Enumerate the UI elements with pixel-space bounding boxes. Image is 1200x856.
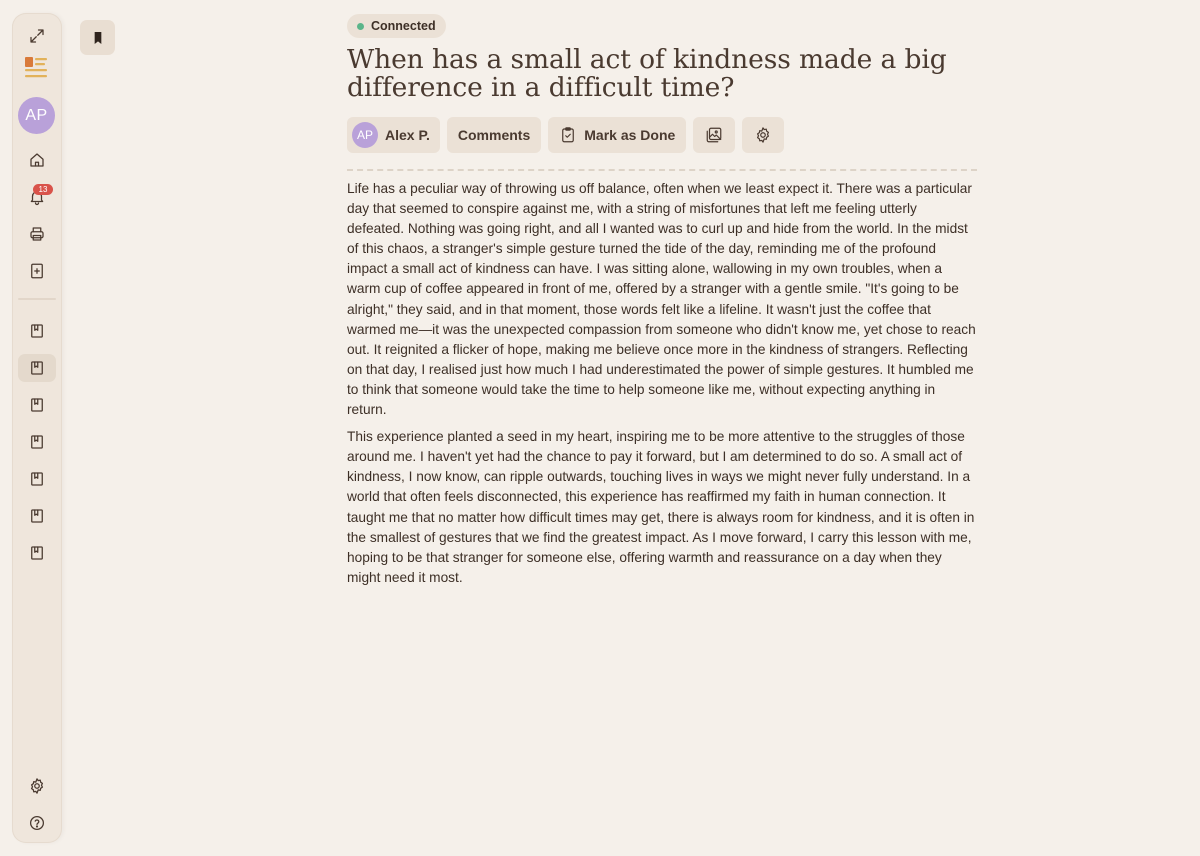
notebook-item-2[interactable] — [18, 354, 56, 382]
notebook-icon — [28, 470, 46, 488]
connection-status-badge — [347, 14, 446, 38]
main-content — [347, 14, 977, 595]
notebook-icon — [28, 433, 46, 451]
avatar[interactable]: AP — [18, 97, 55, 134]
paragraph: Life has a peculiar way of throwing us off balance, often when we least expect it. There was a particular day that seemed to conspire against me, with a string of misfortunes that left me feeling utterly defeated. Nothing was going right, and all I wanted was to curl up and hide from the world. In the midst of this chaos, a stranger's simple gesture turned the tide of the day, reminding me of the profound impact a small act of kindness can have. I was sitting alone, wallowing in my own troubles, when a warm cup of coffee appeared in front of me, offered by a stranger with a gentle smile. "It's going to be alright," they said, and in that moment, those words felt like a lifeline. It wasn't just the coffee that warmed me—it was the unexpected compassion from someone who didn't know me, yet chose to reach out. It reignited a flicker of hope, making me believe once more in the kindness of strangers. Reflecting on that day, I realised just how much I had underestimated the power of simple gestures. It humbled me to think that someone would take the time to help someone like me, without expecting anything in return. — [347, 181, 976, 418]
status-dot-icon — [357, 23, 364, 30]
notebook-item-6[interactable] — [18, 502, 56, 530]
notebook-icon — [28, 322, 46, 340]
sidebar — [12, 13, 62, 843]
author-button[interactable] — [347, 117, 440, 153]
notification-badge: 13 — [33, 184, 53, 195]
help-icon — [28, 814, 46, 832]
gear-icon — [754, 126, 772, 144]
author-name: Alex P. — [385, 127, 430, 143]
image-gallery-icon — [705, 126, 723, 144]
notebook-icon — [28, 396, 46, 414]
notebook-icon — [28, 507, 46, 525]
home-icon — [28, 151, 46, 169]
image-gallery-button[interactable] — [693, 117, 735, 153]
author-avatar: AP — [352, 122, 378, 148]
notebook-icon — [28, 544, 46, 562]
add-book-icon — [28, 262, 46, 280]
printer-icon — [28, 225, 46, 243]
notebook-item-4[interactable] — [18, 428, 56, 456]
notebook-icon — [28, 359, 46, 377]
connection-status-label: Connected — [371, 19, 436, 33]
divider — [347, 169, 977, 171]
comments-label: Comments — [457, 127, 531, 143]
print-button[interactable] — [18, 220, 56, 248]
home-button[interactable] — [18, 146, 56, 174]
notebook-item-3[interactable] — [18, 391, 56, 419]
gear-icon — [28, 777, 46, 795]
article-body[interactable] — [347, 179, 977, 588]
mark-as-done-button[interactable] — [548, 117, 686, 153]
add-book-button[interactable] — [18, 257, 56, 285]
sidebar-divider — [18, 298, 56, 300]
notebook-item-1[interactable] — [18, 317, 56, 345]
settings-button[interactable] — [18, 772, 56, 800]
page-title: When has a small act of kindness made a big difference in a difficult time? — [347, 44, 947, 103]
notebook-item-5[interactable] — [18, 465, 56, 493]
help-button[interactable] — [18, 809, 56, 837]
clipboard-check-icon — [559, 126, 577, 144]
expand-icon — [28, 27, 46, 45]
mark-as-done-label: Mark as Done — [584, 127, 676, 143]
notebook-item-7[interactable] — [18, 539, 56, 567]
toolbar — [347, 117, 977, 153]
logo-icon[interactable] — [24, 56, 50, 80]
paragraph: This experience planted a seed in my heart, inspiring me to be more attentive to the struggles of those around me. I haven't yet had the chance to pay it forward, but I am determined to do so. A small act of kindness, I now know, can ripple outwards, touching lives in ways we might never fully understand. In a world that often feels disconnected, this experience has reaffirmed my faith in human connection. It taught me that no matter how difficult times may get, there is always room for kindness, and it is often in the smallest of gestures that we find the greatest impact. As I move forward, I carry this lesson with me, hoping to be that stranger for someone else, offering warmth and reassurance on a day when they might need it most. — [347, 429, 975, 585]
settings-toolbar-button[interactable] — [742, 117, 784, 153]
bookmark-button[interactable] — [80, 20, 115, 55]
expand-button[interactable] — [18, 22, 56, 50]
comments-button[interactable] — [447, 117, 541, 153]
bookmark-icon — [90, 30, 106, 46]
